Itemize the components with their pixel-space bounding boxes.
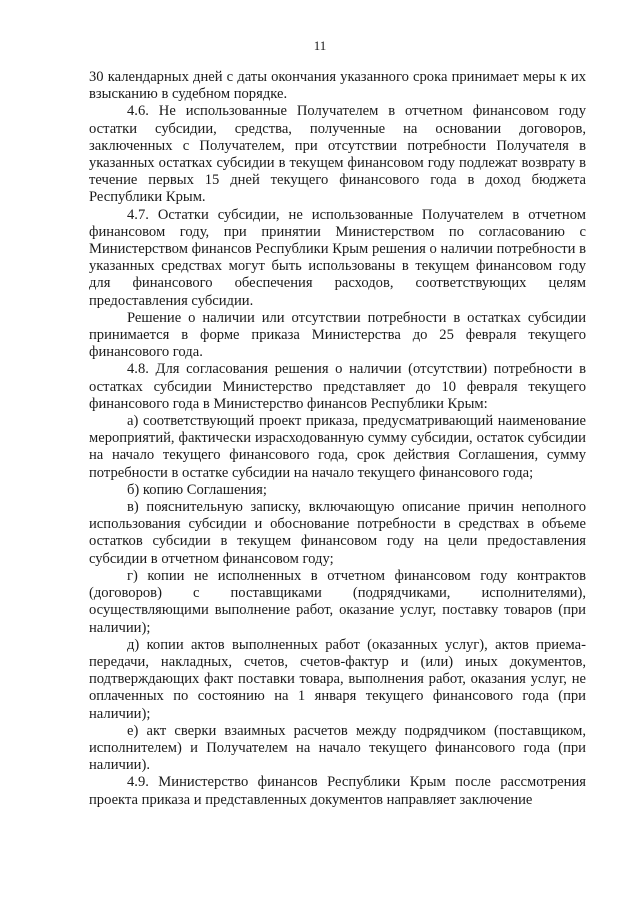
list-item-g: г) копии не исполненных в отчетном финансовом году контрактов (договоров) с поставщиками (подрядчиками, исполнителями), осуществляющими выполнение работ, оказание услуг, поставку товаров (при наличии); xyxy=(89,567,586,636)
paragraph-clause-4-9: 4.9. Министерство финансов Республики Крым после рассмотрения проекта приказа и представленных документов направляет заключение xyxy=(89,774,586,808)
list-item-d: д) копии актов выполненных работ (оказанных услуг), актов приема-передачи, накладных, счетов, счетов-фактур и (или) иных документов, подтверждающих факт поставки товара, выполнения работ, оказания услуг, не оплаченных по состоянию на 1 января текущего финансового года (при наличии); xyxy=(89,636,586,722)
paragraph-continuation: 30 календарных дней с даты окончания указанного срока принимает меры к их взысканию в судебном порядке. xyxy=(89,69,586,103)
paragraph-decision-order: Решение о наличии или отсутствии потребности в остатках субсидии принимается в форме приказа Министерства до 25 февраля текущего финансового года. xyxy=(89,309,586,361)
paragraph-clause-4-7: 4.7. Остатки субсидии, не использованные Получателем в отчетном финансовом году, при принятии Министерством по согласованию с Министерством финансов Республики Крым решения о наличии потребности в указанных средствах могут быть использованы в текущем финансовом году для финансового обеспечения расходов, соответствующих целям предоставления субсидии. xyxy=(89,206,586,309)
paragraph-clause-4-8: 4.8. Для согласования решения о наличии (отсутствии) потребности в остатках субсидии Министерство представляет до 10 февраля текущего финансового года в Министерство финансов Республики Крым: xyxy=(89,361,586,412)
list-item-v: в) пояснительную записку, включающую описание причин неполного использования субсидии и обоснование потребности в средствах в объеме остатков субсидии в текущем финансовом году на цели предоставления субсидии в отчетном финансовом году; xyxy=(89,499,586,567)
list-item-b: б) копию Соглашения; xyxy=(127,481,267,498)
list-item-e: е) акт сверки взаимных расчетов между подрядчиком (поставщиком, исполнителем) и Получателем на начало текущего финансового года (при наличии). xyxy=(89,722,586,774)
page-body xyxy=(89,69,586,809)
paragraph-clause-4-6: 4.6. Не использованные Получателем в отчетном финансовом году остатки субсидии, средства, полученные на основании договоров, заключенных с Получателем, при отсутствии потребности Получателя в указанных остатках субсидии в текущем финансовом году подлежат возврату в течение первых 15 дней текущего финансового года в доход бюджета Республики Крым. xyxy=(89,103,586,206)
list-item-a: а) соответствующий проект приказа, предусматривающий наименование мероприятий, фактически израсходованную сумму субсидии, остаток субсидии на начало текущего финансового года, срок действия Соглашения, сумму потребности в остатке субсидии на начало текущего финансового года; xyxy=(89,413,586,481)
page-number: 11 xyxy=(313,38,327,53)
